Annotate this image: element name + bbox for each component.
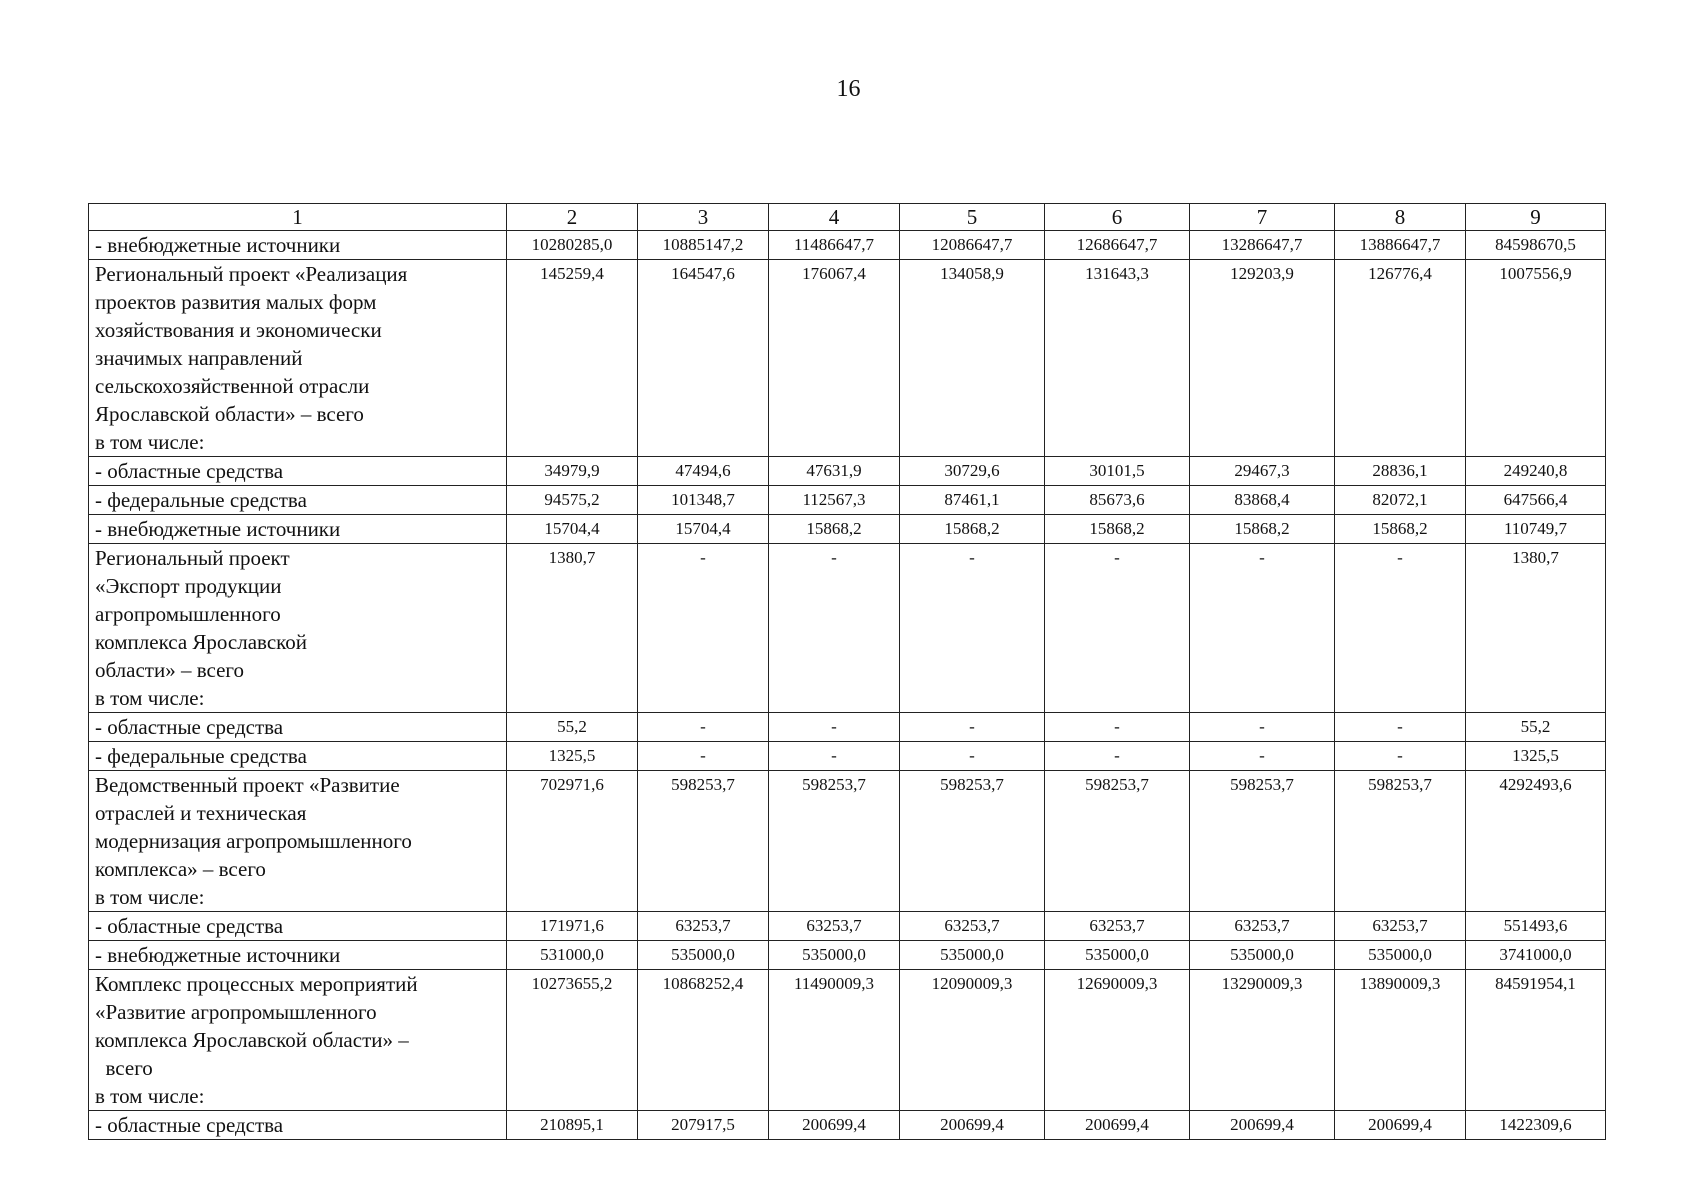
table-row [89,486,1606,515]
value-cell: 10273655,2 [507,970,638,1111]
value-cell: - [769,742,900,771]
value-cell: 12690009,3 [1045,970,1190,1111]
row-label-line: - областные средства [95,1113,284,1137]
value-cell: 12686647,7 [1045,231,1190,260]
value-cell: 145259,4 [507,260,638,457]
row-label-line: - областные средства [95,715,284,739]
row-label-line: - внебюджетные источники [95,943,341,967]
value-cell: 531000,0 [507,941,638,970]
table-row [89,742,1606,771]
row-label-line: Ярославской области» – всего [95,402,364,426]
page-number: 16 [836,76,861,102]
row-label [89,1111,507,1140]
value-cell: - [769,544,900,713]
table-row [89,515,1606,544]
row-label-line: «Развитие агропромышленного [95,1000,377,1024]
value-cell: 13890009,3 [1335,970,1466,1111]
row-label-line: Региональный проект «Реализация [95,262,408,286]
value-cell: 598253,7 [1045,771,1190,912]
table-row [89,713,1606,742]
row-label-line: - внебюджетные источники [95,233,341,257]
value-cell: - [1045,742,1190,771]
value-cell: 598253,7 [1335,771,1466,912]
column-header: 2 [507,204,638,231]
value-cell: 702971,6 [507,771,638,912]
value-cell: 598253,7 [900,771,1045,912]
table-row [89,1111,1606,1140]
row-label-line: модернизация агропромышленного [95,829,412,853]
value-cell: 176067,4 [769,260,900,457]
value-cell: 82072,1 [1335,486,1466,515]
column-header: 1 [89,204,507,231]
row-label-line: отраслей и техническая [95,801,307,825]
row-label [89,260,507,457]
value-cell: 1380,7 [507,544,638,713]
value-cell: 12086647,7 [900,231,1045,260]
value-cell: - [1190,713,1335,742]
row-label-line: в том числе: [95,686,205,710]
value-cell: - [1335,544,1466,713]
row-label-line: хозяйствования и экономически [95,318,382,342]
value-cell: - [638,544,769,713]
value-cell: 598253,7 [769,771,900,912]
value-cell: 10885147,2 [638,231,769,260]
value-cell: - [1045,713,1190,742]
value-cell: 129203,9 [1190,260,1335,457]
value-cell: 134058,9 [900,260,1045,457]
value-cell: 200699,4 [1190,1111,1335,1140]
value-cell: 84591954,1 [1466,970,1606,1111]
value-cell: 112567,3 [769,486,900,515]
row-label-line: комплекса Ярославской области» – [95,1028,409,1052]
row-label-line: сельскохозяйственной отрасли [95,374,370,398]
table-row [89,544,1606,713]
value-cell: 535000,0 [638,941,769,970]
row-label-line: - федеральные средства [95,488,307,512]
row-label [89,970,507,1111]
value-cell: - [769,713,900,742]
row-label-line: - областные средства [95,459,284,483]
row-label [89,515,507,544]
table-row [89,457,1606,486]
value-cell: 1422309,6 [1466,1111,1606,1140]
table-row [89,912,1606,941]
value-cell: - [638,713,769,742]
column-header: 8 [1335,204,1466,231]
value-cell: 10280285,0 [507,231,638,260]
value-cell: 551493,6 [1466,912,1606,941]
row-label-line: - федеральные средства [95,744,307,768]
value-cell: 15868,2 [769,515,900,544]
value-cell: 63253,7 [1190,912,1335,941]
value-cell: 207917,5 [638,1111,769,1140]
value-cell: 1325,5 [507,742,638,771]
value-cell: 34979,9 [507,457,638,486]
value-cell: 535000,0 [769,941,900,970]
value-cell: 63253,7 [638,912,769,941]
value-cell: 647566,4 [1466,486,1606,515]
value-cell: 210895,1 [507,1111,638,1140]
value-cell: 29467,3 [1190,457,1335,486]
table-row [89,941,1606,970]
row-label [89,231,507,260]
value-cell: 10868252,4 [638,970,769,1111]
value-cell: 85673,6 [1045,486,1190,515]
value-cell: 13286647,7 [1190,231,1335,260]
value-cell: 84598670,5 [1466,231,1606,260]
value-cell: 83868,4 [1190,486,1335,515]
value-cell: 13886647,7 [1335,231,1466,260]
row-label-line: в том числе: [95,430,205,454]
value-cell: 598253,7 [1190,771,1335,912]
value-cell: 1380,7 [1466,544,1606,713]
row-label-line: всего [95,1056,153,1080]
value-cell: 63253,7 [1335,912,1466,941]
value-cell: 30729,6 [900,457,1045,486]
value-cell: 1325,5 [1466,742,1606,771]
value-cell: 63253,7 [900,912,1045,941]
value-cell: - [1190,742,1335,771]
column-header: 5 [900,204,1045,231]
value-cell: 3741000,0 [1466,941,1606,970]
value-cell: 11486647,7 [769,231,900,260]
value-cell: 200699,4 [1045,1111,1190,1140]
table-row [89,260,1606,457]
value-cell: - [900,742,1045,771]
row-label-line: проектов развития малых форм [95,290,377,314]
row-label [89,544,507,713]
row-label-line: комплекса» – всего [95,857,266,881]
value-cell: 87461,1 [900,486,1045,515]
value-cell: 15704,4 [507,515,638,544]
row-label-line: агропромышленного [95,602,281,626]
value-cell: - [1190,544,1335,713]
value-cell: 15868,2 [1045,515,1190,544]
row-label [89,486,507,515]
value-cell: 535000,0 [1045,941,1190,970]
row-label [89,713,507,742]
value-cell: 63253,7 [769,912,900,941]
value-cell: 94575,2 [507,486,638,515]
row-label-line: - областные средства [95,914,284,938]
row-label-line: Комплекс процессных мероприятий [95,972,418,996]
row-label-line: комплекса Ярославской [95,630,308,654]
row-label-line: в том числе: [95,1084,205,1108]
value-cell: 11490009,3 [769,970,900,1111]
value-cell: 15868,2 [900,515,1045,544]
value-cell: 200699,4 [1335,1111,1466,1140]
value-cell: 110749,7 [1466,515,1606,544]
column-header: 9 [1466,204,1606,231]
value-cell: 126776,4 [1335,260,1466,457]
value-cell: 535000,0 [900,941,1045,970]
value-cell: 535000,0 [1335,941,1466,970]
value-cell: 47494,6 [638,457,769,486]
value-cell: - [638,742,769,771]
value-cell: - [1045,544,1190,713]
value-cell: 63253,7 [1045,912,1190,941]
value-cell: 55,2 [1466,713,1606,742]
value-cell: 15704,4 [638,515,769,544]
row-label-line: Ведомственный проект «Развитие [95,773,400,797]
value-cell: 101348,7 [638,486,769,515]
row-label-line: Региональный проект [95,546,290,570]
row-label-line: - внебюджетные источники [95,517,341,541]
row-label [89,742,507,771]
value-cell: - [1335,742,1466,771]
header-row [89,204,1606,231]
row-label [89,941,507,970]
budget-table [88,203,1606,1140]
value-cell: 15868,2 [1190,515,1335,544]
row-label [89,771,507,912]
value-cell: 55,2 [507,713,638,742]
row-label-line: значимых направлений [95,346,303,370]
value-cell: 30101,5 [1045,457,1190,486]
value-cell: 47631,9 [769,457,900,486]
column-header: 7 [1190,204,1335,231]
value-cell: 15868,2 [1335,515,1466,544]
value-cell: 13290009,3 [1190,970,1335,1111]
value-cell: 171971,6 [507,912,638,941]
value-cell: 200699,4 [769,1111,900,1140]
value-cell: 1007556,9 [1466,260,1606,457]
value-cell: 164547,6 [638,260,769,457]
value-cell: 131643,3 [1045,260,1190,457]
value-cell: 598253,7 [638,771,769,912]
value-cell: 28836,1 [1335,457,1466,486]
value-cell: - [900,713,1045,742]
row-label-line: области» – всего [95,658,244,682]
table-row [89,970,1606,1111]
table-row [89,771,1606,912]
value-cell: 535000,0 [1190,941,1335,970]
row-label [89,457,507,486]
column-header: 4 [769,204,900,231]
column-header: 6 [1045,204,1190,231]
value-cell: 200699,4 [900,1111,1045,1140]
value-cell: 249240,8 [1466,457,1606,486]
table-row [89,231,1606,260]
row-label-line: «Экспорт продукции [95,574,282,598]
row-label [89,912,507,941]
column-header: 3 [638,204,769,231]
value-cell: 12090009,3 [900,970,1045,1111]
value-cell: - [1335,713,1466,742]
row-label-line: в том числе: [95,885,205,909]
value-cell: 4292493,6 [1466,771,1606,912]
value-cell: - [900,544,1045,713]
